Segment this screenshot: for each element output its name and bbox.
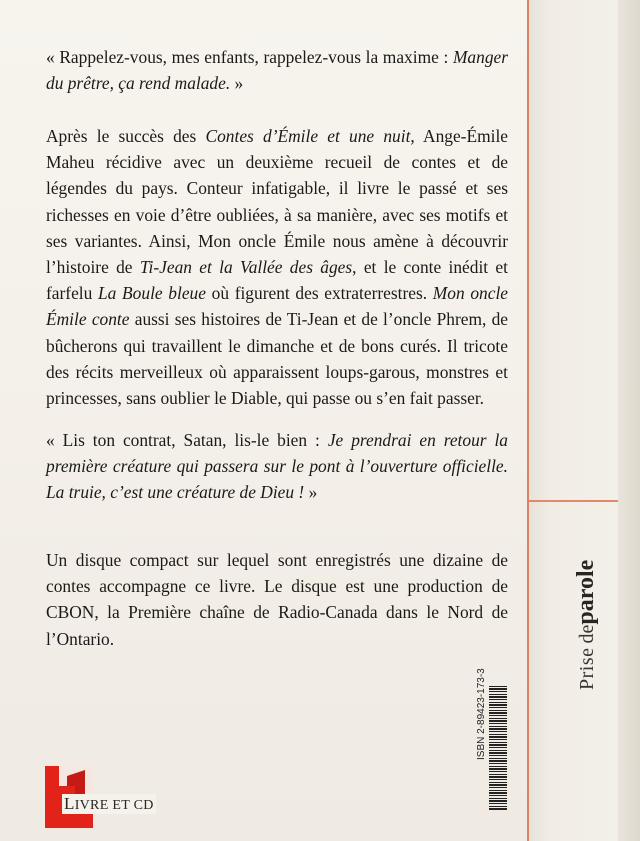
satan-quote-intro: « Lis ton contrat, Satan, lis-le bien :	[46, 430, 328, 450]
satan-quote-italic: Je prendrai en retour la première créature qui passera sur le pont à l’ouverture officielle. La truie, c’est une créature de Dieu !	[46, 430, 508, 503]
cd-note	[46, 547, 508, 652]
satan-quote	[46, 427, 508, 506]
blurb-title-2: Ti-Jean et la Vallée des âges	[139, 257, 353, 278]
blurb-text-1: Après le succès des	[46, 126, 206, 146]
blurb-paragraph	[46, 123, 508, 411]
livre-cd-label	[62, 794, 156, 814]
barcode	[489, 686, 507, 811]
opening-quote-intro: « Rappelez-vous, mes enfants, rappelez-vous la maxime :	[46, 47, 449, 67]
blurb-title-1: Contes d’Émile et une nuit	[205, 126, 411, 146]
isbn-number: ISBN 2-89423-173-3	[476, 668, 487, 760]
cd-note-text: Un disque compact sur lequel sont enregistrés une dizaine de contes accompagne ce livre. Le disque est une production de CBON, la Première chaîne de Radio-Canada dans le Nord de l’Ontario.	[46, 550, 508, 649]
satan-quote-close: »	[304, 482, 318, 503]
blurb-text-2: , Ange-Émile Maheu récidive avec un deuxième recueil de contes et de légendes du pays. Conteur infatigable, il livre le passé et ses richesses en voie d’être oubliées, à sa manière, avec ses motifs et ses variantes. Ainsi, Mon oncle Émile nous amène à découvrir l’histoire de	[46, 126, 509, 278]
livre-cd-rest: IVRE ET CD	[74, 798, 154, 813]
publisher-prise: Prise	[576, 647, 598, 690]
publisher-de: de	[576, 624, 598, 644]
opening-quote	[46, 44, 508, 96]
opening-quote-italic: Manger du prêtre, ça rend malade.	[46, 47, 508, 94]
opening-quote-close: »	[230, 73, 244, 94]
blurb-title-3: La Boule bleue	[98, 283, 206, 304]
spine-edge	[618, 0, 640, 841]
blurb-text-5: aussi ses histoires de Ti-Jean et de l’oncle Phrem, de bûcherons qui travaillent le dimanche et de bons curés. Il tricote des récits merveilleux où apparaissent loups-garous, monstres et princesses, sans oublier le Diable, qui passe ou s’en fait passer.	[46, 309, 508, 409]
blurb-text-3: , et le conte inédit et farfelu	[46, 257, 508, 304]
livre-cd-initial: L	[64, 794, 75, 813]
blurb-title-4: Mon oncle Émile conte	[46, 283, 508, 330]
blurb-text-4: où figurent des extraterrestres.	[205, 283, 433, 304]
publisher-parole: parole	[573, 559, 599, 625]
publisher-logo	[573, 560, 600, 690]
